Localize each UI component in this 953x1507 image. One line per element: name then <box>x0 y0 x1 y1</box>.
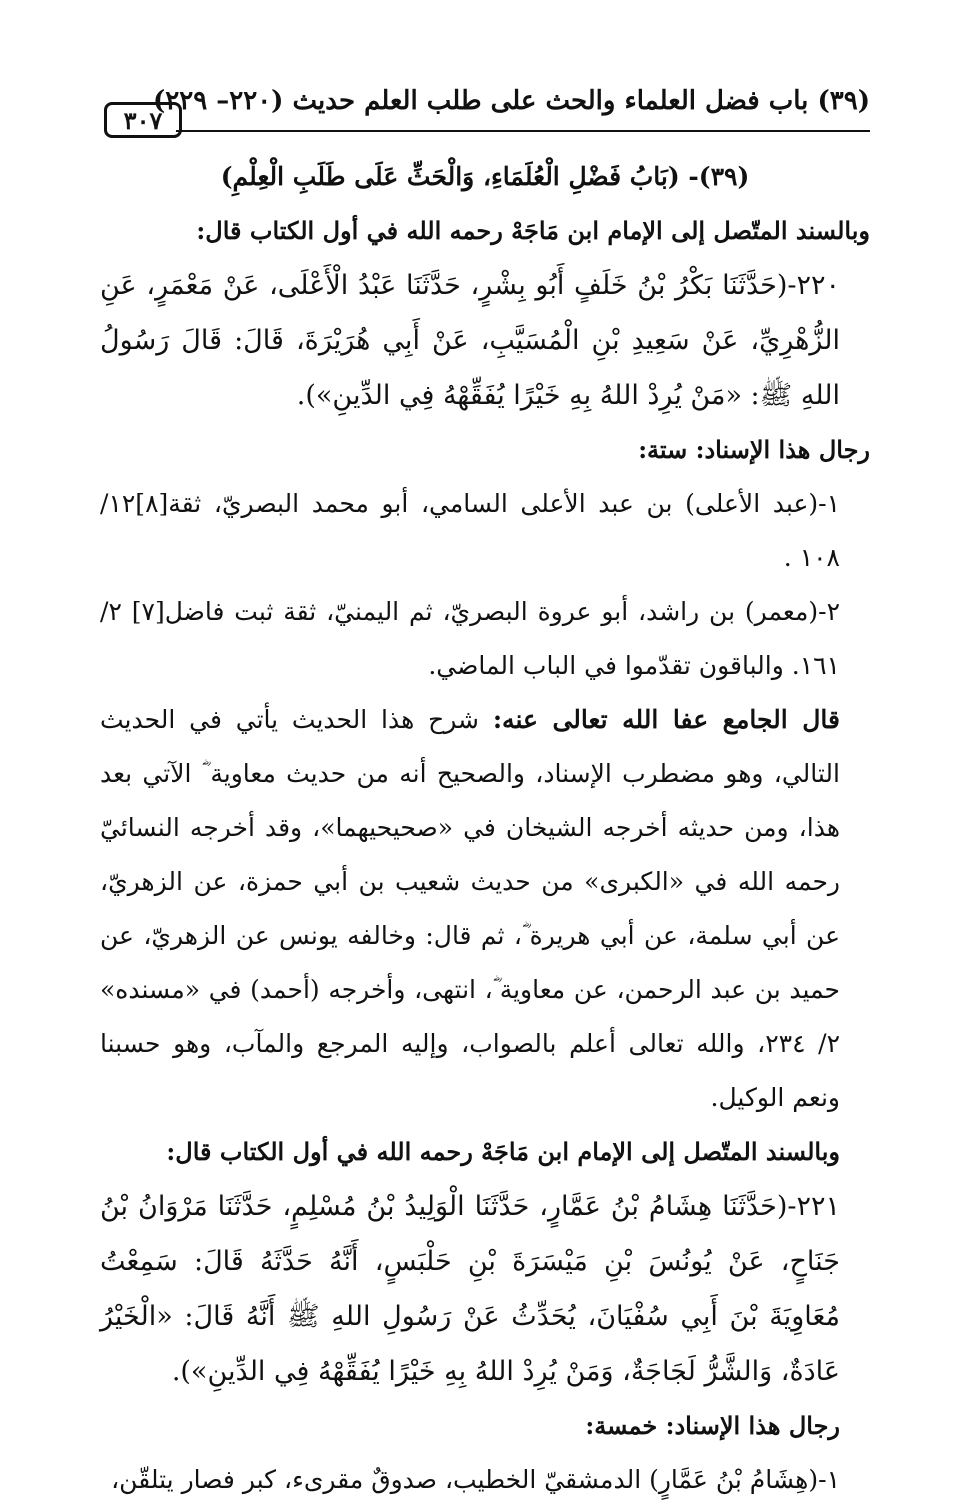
sanad-intro: وبالسند المتّصل إلى الإمام ابن مَاجَهْ رحمه الله في أول الكتاب قال: <box>166 1137 840 1166</box>
chapter-title: (٣٩)- (بَابُ فَضْلِ الْعُلَمَاءِ، وَالْحَثِّ عَلَى طَلَبِ الْعِلْمِ) <box>220 162 750 191</box>
sanad-intro: وبالسند المتّصل إلى الإمام ابن مَاجَهْ رحمه الله في أول الكتاب قال: <box>196 216 870 245</box>
narrators-heading: رجال هذا الإسناد: ستة: <box>638 435 870 464</box>
running-head-title: (٣٩) باب فضل العلماء والحث على طلب العلم حديث (٢٢٠– ٢٢٩) <box>152 86 870 116</box>
header-rule <box>176 130 870 132</box>
page-number-box <box>104 102 182 138</box>
narrator-entry: ٢-(معمر) بن راشد، أبو عروة البصريّ، ثم اليمنيّ، ثقة ثبت فاضل[٧] ٢/ ١٦١. والباقون تقدّموا في الباب الماضي. <box>100 597 840 680</box>
commentary-body: شرح هذا الحديث يأتي في الحديث التالي، وهو مضطرب الإسناد، والصحيح أنه من حديث معاوية ؓ الآتي بعد هذا، ومن حديثه أخرجه الشيخان في «صحيحيهما»، وقد أخرجه النسائيّ رحمه الله في «الكبرى» من حديث شعيب بن أبي حمزة، عن الزهريّ، عن أبي سلمة، عن أبي هريرة ؓ، ثم قال: وخالفه يونس عن الزهريّ، عن حميد بن عبد الرحمن، عن معاوية ؓ، انتهى، وأخرجه (أحمد) في «مسنده» ٢/ ٢٣٤، والله تعالى أعلم بالصواب، وإليه المرجع والمآب، وهو حسبنا ونعم الوكيل. <box>100 705 840 1112</box>
narrator-entry: ١-(هِشَامُ بْنُ عَمَّارٍ) الدمشقيّ الخطيب، صدوقٌ مقرىء، كبر فصار يتلقّن، <box>111 1465 840 1494</box>
narrator-entry: ١-(عبد الأعلى) بن عبد الأعلى السامي، أبو محمد البصريّ، ثقة[٨]١٢/ ١٠٨ . <box>100 489 840 572</box>
commentary-paragraph <box>100 693 870 1125</box>
page-body <box>100 150 870 1507</box>
page-number: ٣٠٧ <box>123 105 163 135</box>
hadith-220: ٢٢٠-(حَدَّثَنَا بَكْرُ بْنُ خَلَفٍ أَبُو بِشْرٍ، حَدَّثَنَا عَبْدُ الْأَعْلَى، عَنْ مَعْمَرٍ، عَنِ الزُّهْرِيِّ، عَنْ سَعِيدِ بْنِ الْمُسَيَّبِ، عَنْ أَبِي هُرَيْرَةَ، قَالَ: قَالَ رَسُولُ اللهِ ﷺ: «مَنْ يُرِدْ اللهُ بِهِ خَيْرًا يُفَقِّهْهُ فِي الدِّينِ»). <box>100 270 840 411</box>
narrators-heading: رجال هذا الإسناد: خمسة: <box>585 1411 840 1440</box>
commentary-lead: قال الجامع عفا الله تعالى عنه: <box>492 705 840 734</box>
running-head <box>100 84 870 135</box>
hadith-221: ٢٢١-(حَدَّثَنَا هِشَامُ بْنُ عَمَّارٍ، حَدَّثَنَا الْوَلِيدُ بْنُ مُسْلِمٍ، حَدَّثَنَا مَرْوَانُ بْنُ جَنَاحٍ، عَنْ يُونُسَ بْنِ مَيْسَرَةَ بْنِ حَلْبَسٍ، أَنَّهُ حَدَّثَهُ قَالَ: سَمِعْتُ مُعَاوِيَةَ بْنَ أَبِي سُفْيَانَ، يُحَدِّثُ عَنْ رَسُولِ اللهِ ﷺ أَنَّهُ قَالَ: «الْخَيْرُ عَادَةٌ، وَالشَّرُّ لَجَاجَةٌ، وَمَنْ يُرِدْ اللهُ بِهِ خَيْرًا يُفَقِّهْهُ فِي الدِّينِ»). <box>100 1191 840 1387</box>
